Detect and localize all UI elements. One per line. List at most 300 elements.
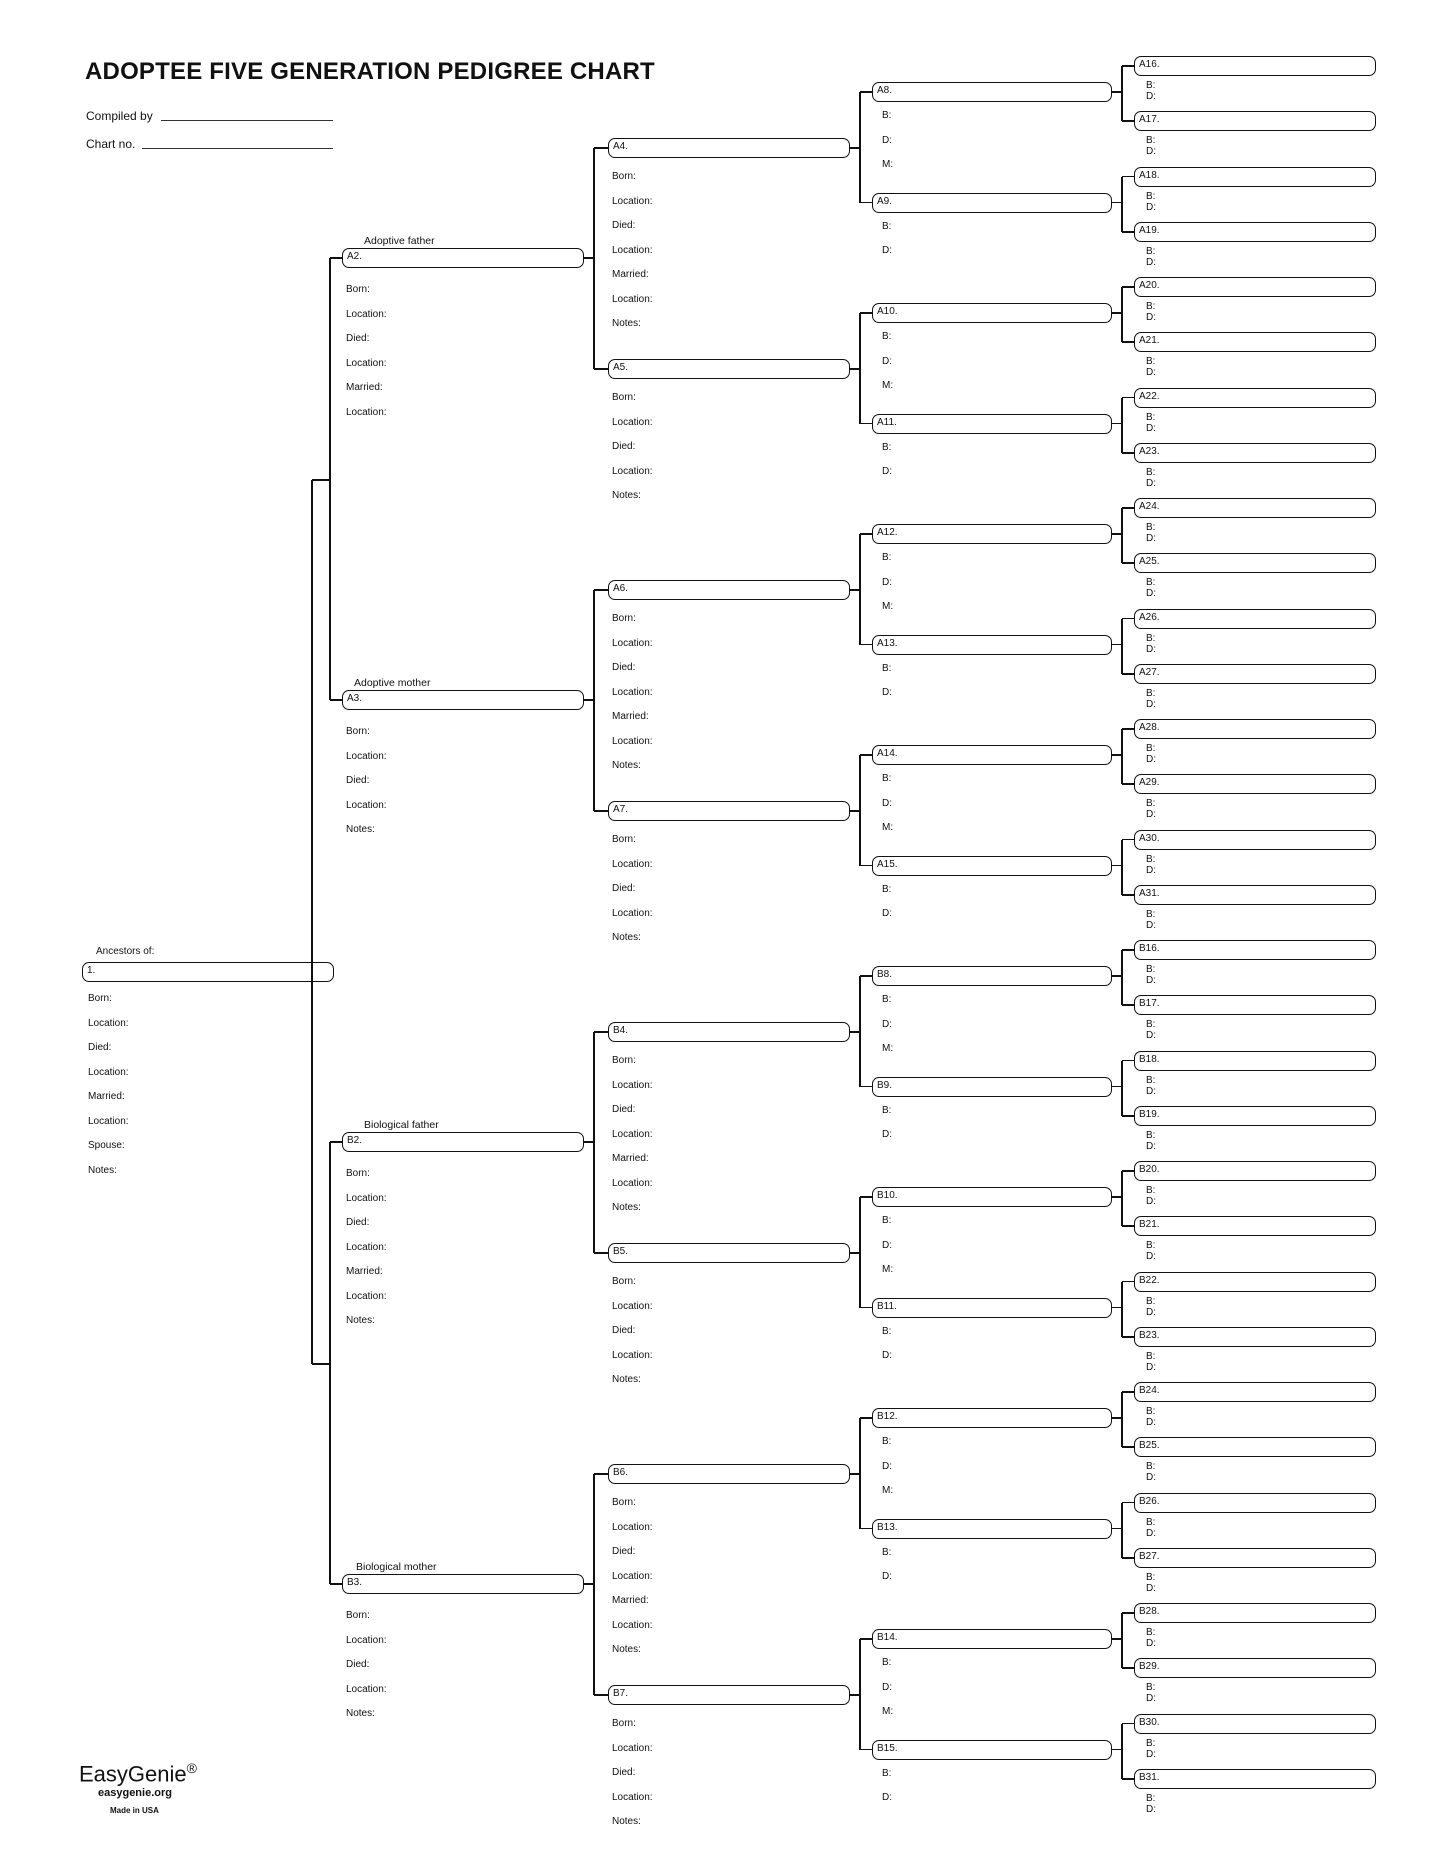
gen4-person-box[interactable] <box>872 1408 1112 1428</box>
field-label: Married: <box>612 1153 649 1164</box>
field-label: B: <box>1146 135 1156 147</box>
person-id: A30. <box>1139 832 1160 844</box>
connector-line <box>594 368 608 370</box>
field-label: Died: <box>612 220 636 231</box>
field-label: Location: <box>612 195 653 207</box>
gen5-person-box[interactable] <box>1134 56 1376 76</box>
connector-line <box>850 810 860 812</box>
connector-line <box>1122 1667 1134 1669</box>
connector-line <box>1122 1060 1134 1062</box>
connector-line <box>850 1694 860 1696</box>
field-label: B: <box>1146 1295 1156 1307</box>
field-label: D: <box>1146 864 1156 876</box>
field-label: D: <box>1146 91 1156 102</box>
gen5-person-box[interactable] <box>1134 1769 1376 1789</box>
gen5-person-box[interactable] <box>1134 940 1376 960</box>
field-label: B: <box>1146 1792 1156 1804</box>
person-id: B8. <box>877 969 893 980</box>
connector-line <box>860 1196 872 1198</box>
connector-line <box>594 1252 608 1254</box>
field-label: Born: <box>612 1718 636 1729</box>
connector-line <box>329 258 331 700</box>
person-id: B14. <box>877 1632 898 1643</box>
field-label: Location: <box>612 858 653 870</box>
field-label: B: <box>1146 466 1156 478</box>
field-label: D: <box>1146 1748 1156 1760</box>
field-label: Born: <box>88 993 112 1004</box>
field-label: D: <box>1146 1251 1156 1263</box>
gen5-person-box[interactable] <box>1134 388 1376 408</box>
connector-line <box>860 754 872 756</box>
gen5-person-box[interactable] <box>1134 1548 1376 1568</box>
connector-line <box>330 1583 342 1585</box>
gen4-person-box[interactable] <box>872 745 1112 765</box>
field-label: D: <box>1146 1693 1156 1705</box>
gen3-person-box[interactable] <box>608 801 850 821</box>
person-id: B26. <box>1139 1495 1160 1507</box>
connector-line <box>1122 120 1134 122</box>
person-id: B31. <box>1139 1771 1160 1783</box>
connector-line <box>1122 1557 1134 1559</box>
field-label: Notes: <box>612 760 641 771</box>
connector-line <box>1122 176 1134 178</box>
field-label: D: <box>882 1018 892 1030</box>
person-id: B17. <box>1139 998 1160 1010</box>
field-label: Location: <box>612 244 653 256</box>
gen4-person-box[interactable] <box>872 1629 1112 1649</box>
person-id: B22. <box>1139 1274 1160 1286</box>
gen2-person-box[interactable] <box>342 1574 584 1594</box>
field-label: D: <box>882 134 892 146</box>
field-label: Location: <box>612 1128 653 1140</box>
field-label: D: <box>882 1681 892 1693</box>
field-label: B: <box>1146 964 1156 975</box>
person-id: A11. <box>877 416 897 428</box>
gen4-person-box[interactable] <box>872 524 1112 544</box>
field-label: D: <box>882 1350 892 1361</box>
connector-line <box>594 810 608 812</box>
connector-line <box>860 1528 872 1530</box>
person-id: B20. <box>1139 1164 1160 1175</box>
connector-line <box>1121 1503 1123 1558</box>
field-label: D: <box>1146 1417 1156 1428</box>
connector-line <box>1122 65 1134 67</box>
field-label: Location: <box>346 406 387 418</box>
gen5-person-box[interactable] <box>1134 277 1376 297</box>
connector-line <box>860 423 872 425</box>
gen4-person-box[interactable] <box>872 1077 1112 1097</box>
connector-line <box>850 147 860 149</box>
field-label: Born: <box>612 834 636 845</box>
gen5-person-box[interactable] <box>1134 774 1376 794</box>
field-label: M: <box>882 601 894 612</box>
connector-line <box>330 699 342 701</box>
connector-line <box>594 1694 608 1696</box>
field-label: B: <box>1146 853 1156 865</box>
connector-line <box>1121 508 1123 563</box>
connector-line <box>850 1252 860 1254</box>
field-label: D: <box>1146 1803 1156 1815</box>
field-label: D: <box>1146 809 1156 821</box>
person-id: A5. <box>613 362 629 373</box>
field-label: D: <box>882 355 892 367</box>
field-label: Died: <box>612 1546 636 1557</box>
connector-line <box>594 1473 608 1475</box>
field-label: Died: <box>612 441 636 452</box>
gen3-person-box[interactable] <box>608 359 850 379</box>
field-label: Location: <box>612 637 653 649</box>
relation-label: Biological father <box>364 1119 439 1131</box>
person-id: B3. <box>347 1577 363 1588</box>
connector-line <box>1112 533 1122 535</box>
gen5-person-box[interactable] <box>1134 664 1376 684</box>
field-label: B: <box>1146 411 1156 423</box>
field-label: D: <box>882 576 892 588</box>
field-label: B: <box>882 662 892 674</box>
gen4-person-box[interactable] <box>872 1519 1112 1539</box>
person-id: B16. <box>1139 943 1160 954</box>
gen4-person-box[interactable] <box>872 193 1112 213</box>
connector-line <box>1112 1528 1122 1530</box>
field-label: Born: <box>346 1610 370 1621</box>
field-label: Spouse: <box>88 1140 125 1151</box>
field-label: D: <box>1146 1361 1156 1373</box>
gen5-person-box[interactable] <box>1134 995 1376 1015</box>
gen5-person-box[interactable] <box>1134 1437 1376 1457</box>
gen5-person-box[interactable] <box>1134 1106 1376 1126</box>
gen4-person-box[interactable] <box>872 303 1112 323</box>
field-label: B: <box>882 773 892 784</box>
field-label: D: <box>1146 975 1156 986</box>
person-id: B11. <box>877 1300 897 1312</box>
compiled-by-label: Compiled by <box>86 109 153 123</box>
gen5-person-box[interactable] <box>1134 332 1376 352</box>
connector-line <box>1122 562 1134 564</box>
connector-line <box>584 1583 594 1585</box>
gen4-person-box[interactable] <box>872 82 1112 102</box>
gen2-person-box[interactable] <box>342 690 584 710</box>
connector-line <box>1121 1282 1123 1337</box>
field-label: D: <box>1146 477 1156 489</box>
gen4-person-box[interactable] <box>872 1740 1112 1760</box>
gen5-person-box[interactable] <box>1134 498 1376 518</box>
field-label: Notes: <box>346 1708 375 1719</box>
connector-line <box>1121 950 1123 1005</box>
field-label: D: <box>1146 367 1156 379</box>
gen3-person-box[interactable] <box>608 1243 850 1263</box>
field-label: B: <box>1146 798 1156 810</box>
field-label: B: <box>1146 908 1156 920</box>
field-label: D: <box>1146 201 1156 213</box>
field-label: Died: <box>612 1104 636 1115</box>
connector-line <box>1121 1171 1123 1226</box>
field-label: Location: <box>346 1241 387 1253</box>
chart-no-field[interactable] <box>142 148 333 149</box>
connector-line <box>1112 202 1122 204</box>
field-label: B: <box>882 110 892 121</box>
field-label: M: <box>882 1485 894 1496</box>
gen5-person-box[interactable] <box>1134 1603 1376 1623</box>
person-id: A19. <box>1139 224 1160 236</box>
person-id: B2. <box>347 1135 363 1146</box>
connector-line <box>594 589 608 591</box>
field-label: Location: <box>612 907 653 919</box>
connector-line <box>1122 1336 1134 1338</box>
connector-line <box>860 91 872 93</box>
person-id: 1. <box>87 965 96 976</box>
gen5-person-box[interactable] <box>1134 1161 1376 1181</box>
person-id: A10. <box>877 306 898 317</box>
person-id: A23. <box>1139 445 1160 457</box>
field-label: Location: <box>612 1619 653 1631</box>
field-label: B: <box>1146 1737 1156 1749</box>
gen4-person-box[interactable] <box>872 966 1112 986</box>
gen4-person-box[interactable] <box>872 635 1112 655</box>
field-label: B: <box>1146 80 1156 91</box>
connector-line <box>1112 423 1122 425</box>
field-label: Location: <box>612 1300 653 1312</box>
field-label: M: <box>882 159 894 170</box>
connector-line <box>1112 1196 1122 1198</box>
connector-line <box>1112 1086 1122 1088</box>
field-label: D: <box>882 466 892 477</box>
gen5-person-box[interactable] <box>1134 167 1376 187</box>
page-title: ADOPTEE FIVE GENERATION PEDIGREE CHART <box>85 58 655 85</box>
field-label: Location: <box>346 1634 387 1646</box>
person-id: A14. <box>877 748 898 759</box>
connector-line <box>1122 728 1134 730</box>
compiled-by-field[interactable] <box>161 120 333 121</box>
field-label: Born: <box>612 613 636 624</box>
relation-label: Adoptive father <box>364 235 435 247</box>
field-label: Died: <box>612 1325 636 1336</box>
field-label: B: <box>1146 1074 1156 1086</box>
connector-line <box>1121 619 1123 674</box>
field-label: B: <box>1146 743 1156 754</box>
field-label: M: <box>882 1043 894 1054</box>
connector-line <box>1112 1638 1122 1640</box>
gen5-person-box[interactable] <box>1134 222 1376 242</box>
gen3-person-box[interactable] <box>608 138 850 158</box>
field-label: Location: <box>346 799 387 811</box>
gen5-person-box[interactable] <box>1134 1382 1376 1402</box>
field-label: Location: <box>612 1079 653 1091</box>
gen5-person-box[interactable] <box>1134 443 1376 463</box>
field-label: B: <box>882 220 892 232</box>
person-id: B21. <box>1139 1219 1160 1231</box>
gen4-person-box[interactable] <box>872 414 1112 434</box>
field-label: B: <box>1146 356 1156 368</box>
gen5-person-box[interactable] <box>1134 1658 1376 1678</box>
field-label: B: <box>882 552 892 563</box>
field-label: Notes: <box>88 1164 117 1176</box>
connector-line <box>1112 975 1122 977</box>
person-id: B4. <box>613 1025 629 1036</box>
field-label: B: <box>1146 522 1156 533</box>
field-label: B: <box>882 1215 892 1226</box>
field-label: Notes: <box>612 1816 641 1827</box>
connector-line <box>584 257 594 259</box>
field-label: D: <box>1146 754 1156 765</box>
connector-line <box>860 312 872 314</box>
field-label: M: <box>882 1706 894 1717</box>
connector-line <box>1122 1170 1134 1172</box>
connector-line <box>1122 397 1134 399</box>
gen5-person-box[interactable] <box>1134 719 1376 739</box>
gen5-person-box[interactable] <box>1134 1327 1376 1347</box>
gen5-person-box[interactable] <box>1134 830 1376 850</box>
field-label: D: <box>882 797 892 809</box>
field-label: B: <box>882 1325 892 1337</box>
field-label: D: <box>1146 588 1156 600</box>
field-label: Born: <box>346 284 370 295</box>
root-person-box[interactable] <box>82 962 334 982</box>
person-id: A25. <box>1139 556 1160 568</box>
person-id: A27. <box>1139 666 1160 678</box>
field-label: Location: <box>346 357 387 369</box>
field-label: Notes: <box>612 932 641 943</box>
field-label: D: <box>1146 643 1156 655</box>
connector-line <box>1112 1749 1122 1751</box>
connector-line <box>1112 865 1122 867</box>
field-label: D: <box>1146 422 1156 434</box>
person-id: B12. <box>877 1411 898 1422</box>
gen4-person-box[interactable] <box>872 856 1112 876</box>
field-label: D: <box>1146 919 1156 931</box>
relation-label: Adoptive mother <box>354 677 431 689</box>
connector-line <box>860 1638 872 1640</box>
field-label: B: <box>1146 245 1156 257</box>
field-label: B: <box>882 1657 892 1668</box>
gen5-person-box[interactable] <box>1134 1216 1376 1236</box>
gen5-person-box[interactable] <box>1134 1051 1376 1071</box>
connector-line <box>1122 1778 1134 1780</box>
person-id: A15. <box>877 858 898 870</box>
field-label: Location: <box>88 1066 129 1078</box>
connector-line <box>1122 286 1134 288</box>
gen3-person-box[interactable] <box>608 580 850 600</box>
connector-line <box>594 1031 608 1033</box>
gen3-person-box[interactable] <box>608 1685 850 1705</box>
field-label: D: <box>1146 1030 1156 1042</box>
gen5-person-box[interactable] <box>1134 1493 1376 1513</box>
field-label: Location: <box>612 416 653 428</box>
field-label: B: <box>882 1767 892 1779</box>
field-label: Died: <box>346 1659 370 1670</box>
connector-line <box>860 1749 872 1751</box>
field-label: Married: <box>346 382 383 393</box>
person-id: B10. <box>877 1190 898 1201</box>
field-label: Notes: <box>612 1374 641 1385</box>
connector-line <box>1112 1417 1122 1419</box>
field-label: B: <box>1146 1461 1156 1473</box>
connector-line <box>860 975 872 977</box>
field-label: Married: <box>612 269 649 280</box>
field-label: B: <box>1146 1516 1156 1528</box>
field-label: D: <box>882 245 892 256</box>
field-label: B: <box>1146 1571 1156 1583</box>
gen5-person-box[interactable] <box>1134 609 1376 629</box>
connector-line <box>860 865 872 867</box>
connector-line <box>850 368 860 370</box>
connector-line <box>312 1363 330 1365</box>
gen5-person-box[interactable] <box>1134 885 1376 905</box>
brand-url: easygenie.org <box>98 1787 172 1799</box>
connector-line <box>1122 894 1134 896</box>
field-label: M: <box>882 380 894 391</box>
gen3-person-box[interactable] <box>608 1022 850 1042</box>
field-label: Born: <box>612 1497 636 1508</box>
connector-line <box>1122 618 1134 620</box>
connector-line <box>850 1031 860 1033</box>
field-label: Notes: <box>346 824 375 835</box>
gen4-person-box[interactable] <box>872 1187 1112 1207</box>
connector-line <box>1121 177 1123 232</box>
field-label: D: <box>1146 1582 1156 1594</box>
person-id: A17. <box>1139 114 1160 126</box>
connector-line <box>860 1417 872 1419</box>
connector-line <box>329 1142 331 1584</box>
connector-line <box>860 202 872 204</box>
connector-line <box>1121 1724 1123 1779</box>
field-label: Notes: <box>346 1315 375 1326</box>
connector-line <box>1122 1281 1134 1283</box>
person-id: A26. <box>1139 611 1160 623</box>
gen4-person-box[interactable] <box>872 1298 1112 1318</box>
field-label: Born: <box>612 171 636 182</box>
person-id: B24. <box>1139 1385 1160 1396</box>
field-label: D: <box>1146 1638 1156 1649</box>
connector-line <box>1122 341 1134 343</box>
connector-line <box>1122 1502 1134 1504</box>
connector-line <box>860 644 872 646</box>
connector-line <box>1122 1391 1134 1393</box>
field-label: D: <box>1146 1140 1156 1152</box>
ancestors-of-label: Ancestors of: <box>96 946 155 957</box>
gen5-person-box[interactable] <box>1134 1714 1376 1734</box>
connector-line <box>1121 729 1123 784</box>
connector-line <box>1122 949 1134 951</box>
person-id: A18. <box>1139 169 1160 181</box>
gen3-person-box[interactable] <box>608 1464 850 1484</box>
connector-line <box>1121 398 1123 453</box>
field-label: B: <box>882 331 892 342</box>
field-label: D: <box>1146 1527 1156 1539</box>
field-label: Died: <box>612 1767 636 1778</box>
gen2-person-box[interactable] <box>342 1132 584 1152</box>
gen5-person-box[interactable] <box>1134 111 1376 131</box>
field-label: Born: <box>346 1168 370 1179</box>
connector-line <box>312 479 330 481</box>
field-label: Died: <box>612 883 636 894</box>
gen5-person-box[interactable] <box>1134 1272 1376 1292</box>
field-label: Died: <box>346 775 370 786</box>
field-label: Location: <box>612 1177 653 1189</box>
field-label: B: <box>1146 1350 1156 1362</box>
person-id: B28. <box>1139 1606 1160 1617</box>
person-id: B9. <box>877 1079 893 1091</box>
connector-line <box>584 1141 594 1143</box>
gen5-person-box[interactable] <box>1134 553 1376 573</box>
field-label: B: <box>1146 1627 1156 1638</box>
field-label: B: <box>882 1546 892 1558</box>
field-label: Location: <box>612 686 653 698</box>
field-label: Location: <box>612 1570 653 1582</box>
made-in-label: Made in USA <box>110 1806 159 1815</box>
field-label: B: <box>1146 1682 1156 1694</box>
gen2-person-box[interactable] <box>342 248 584 268</box>
field-label: Notes: <box>612 1202 641 1213</box>
